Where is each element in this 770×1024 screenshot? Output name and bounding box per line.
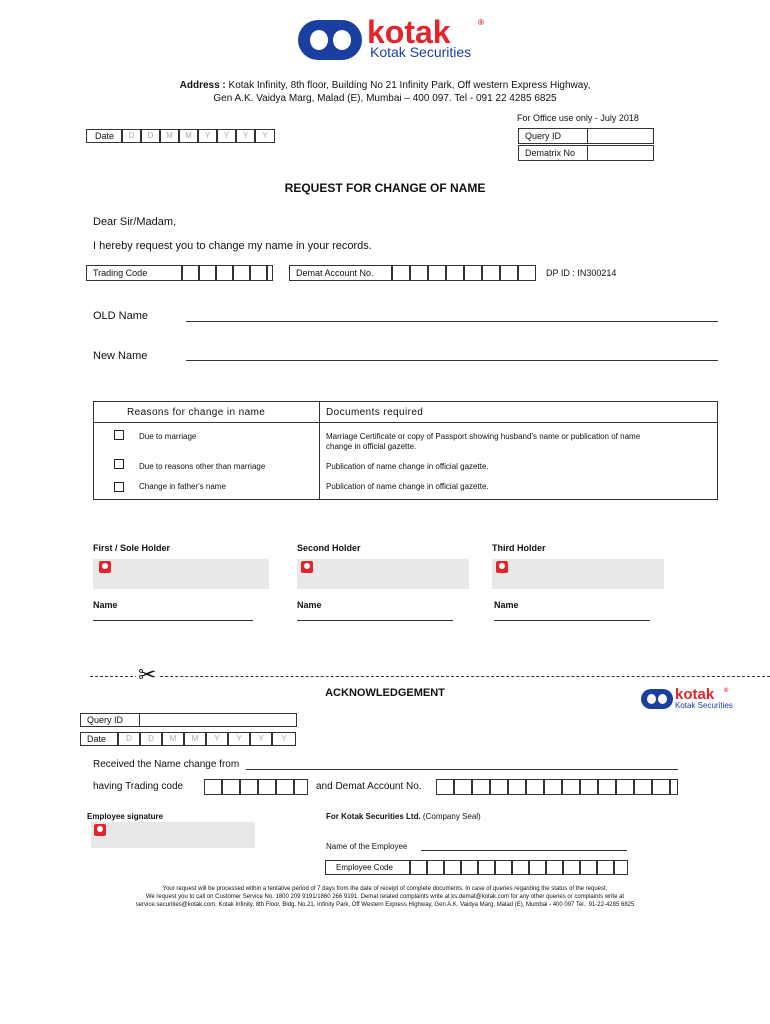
logo-brand: kotak xyxy=(367,14,451,50)
employee-name-label: Name of the Employee xyxy=(326,842,408,851)
demat-cell[interactable] xyxy=(464,265,482,281)
ack-demat-cell[interactable] xyxy=(634,779,652,795)
table-col-divider xyxy=(319,402,320,499)
demat-cell[interactable] xyxy=(482,265,500,281)
trading-code-label-box xyxy=(86,265,182,281)
second-holder-signature[interactable] xyxy=(297,559,469,589)
holder-name-label: Name xyxy=(297,600,322,610)
date-cell[interactable]: D xyxy=(140,732,162,746)
ack-date-label: Date xyxy=(87,734,107,744)
sign-here-icon xyxy=(301,561,313,573)
logo-reg: ® xyxy=(724,688,729,694)
ack-trading-cell[interactable] xyxy=(294,779,308,795)
employee-code-cell[interactable] xyxy=(478,860,495,875)
ack-trading-cell[interactable] xyxy=(222,779,240,795)
holder-name-label: Name xyxy=(494,600,519,610)
demat-cell[interactable] xyxy=(446,265,464,281)
employee-code-cell[interactable] xyxy=(495,860,512,875)
ack-query-id-box[interactable] xyxy=(80,713,297,727)
date-cell[interactable]: Y xyxy=(217,129,236,143)
cut-line xyxy=(90,676,770,677)
documents-header: Documents required xyxy=(326,407,424,418)
table-header-divider xyxy=(94,422,717,423)
reason-checkbox[interactable] xyxy=(114,482,124,492)
reason-text: Due to reasons other than marriage xyxy=(139,462,266,471)
ack-demat-cell[interactable] xyxy=(670,779,678,795)
date-cell[interactable]: M xyxy=(184,732,206,746)
employee-code-label: Employee Code xyxy=(336,863,393,872)
address-line1 xyxy=(0,80,770,91)
demat-cell[interactable] xyxy=(500,265,518,281)
dp-id: DP ID : IN300214 xyxy=(546,268,617,278)
reasons-header: Reasons for change in name xyxy=(127,407,266,418)
ack-demat-cell[interactable] xyxy=(472,779,490,795)
form-title: REQUEST FOR CHANGE OF NAME xyxy=(284,181,486,195)
date-cell[interactable]: M xyxy=(179,129,198,143)
query-id-box[interactable] xyxy=(518,128,654,144)
date-cell[interactable]: D xyxy=(141,129,160,143)
scissors-icon: ✂ xyxy=(138,662,157,687)
footer-note xyxy=(60,885,710,909)
sign-here-icon xyxy=(99,561,111,573)
ack-title: ACKNOWLEDGEMENT xyxy=(325,687,445,699)
employee-code-cell[interactable] xyxy=(546,860,563,875)
ack-demat-cell[interactable] xyxy=(652,779,670,795)
request-text: I hereby request you to change my name in your records. xyxy=(93,240,372,252)
demat-cell[interactable] xyxy=(428,265,446,281)
date-cell[interactable]: Y xyxy=(272,732,296,746)
ack-trading-cell[interactable] xyxy=(276,779,294,795)
trading-code-cell[interactable] xyxy=(267,265,273,281)
employee-code-cell[interactable] xyxy=(580,860,597,875)
date-cell[interactable]: Y xyxy=(198,129,217,143)
company-seal-label: (Company Seal) xyxy=(422,812,481,821)
logo-inner-right xyxy=(658,694,667,704)
new-name-label: New Name xyxy=(93,350,148,362)
holder-title: Second Holder xyxy=(297,543,361,553)
logo-reg: ® xyxy=(478,18,484,27)
date-label: Date xyxy=(95,131,115,141)
for-kotak-line xyxy=(326,812,481,821)
holder-title: First / Sole Holder xyxy=(93,543,171,553)
trading-code-cell[interactable] xyxy=(182,265,199,281)
ack-demat-cell[interactable] xyxy=(454,779,472,795)
first-holder-signature[interactable] xyxy=(93,559,269,589)
old-name-label: OLD Name xyxy=(93,310,149,322)
ack-demat-cell[interactable] xyxy=(436,779,454,795)
employee-code-cell[interactable] xyxy=(444,860,461,875)
trading-code-cell[interactable] xyxy=(233,265,250,281)
demat-label: Demat Account No. xyxy=(296,268,374,278)
ack-demat-cell[interactable] xyxy=(544,779,562,795)
query-id-label: Query ID xyxy=(525,131,562,141)
logo-mark-icon xyxy=(641,689,673,709)
divider xyxy=(139,714,140,726)
received-from-field[interactable] xyxy=(246,759,678,770)
footer-line2: We request you to call on Customer Service No. 1800 209 9191/1860 266 9191. Demat related complaints write at ks.demat@kotak.com for any other queries or complaints write at xyxy=(145,894,625,900)
office-use-note: For Office use only - July 2018 xyxy=(517,113,639,123)
date-cell[interactable]: Y xyxy=(255,129,275,143)
footer-line1: Your request will be processed within a tentative period of 7 days from the date of receipt of complete documents. In case of queries regarding the status of the request, xyxy=(162,886,608,892)
address-line2: Gen A.K. Vaidya Marg, Malad (E), Mumbai – 400 097. Tel - 091 22 4285 6825 xyxy=(213,93,557,104)
sign-here-icon xyxy=(94,824,106,836)
logo-subtitle: Kotak Securities xyxy=(370,44,472,60)
second-holder-name-field[interactable] xyxy=(297,612,453,621)
ack-trading-cell[interactable] xyxy=(258,779,276,795)
reason-checkbox[interactable] xyxy=(114,430,124,440)
ack-demat-cell[interactable] xyxy=(508,779,526,795)
employee-code-cell[interactable] xyxy=(597,860,614,875)
date-label-box xyxy=(86,129,122,143)
document-text: Publication of name change in official gazette. xyxy=(326,462,489,471)
employee-code-cell[interactable] xyxy=(410,860,427,875)
employee-code-cell[interactable] xyxy=(563,860,580,875)
date-cell[interactable]: Y xyxy=(236,129,255,143)
logo-inner-left xyxy=(647,694,656,704)
trading-code-label: Trading Code xyxy=(93,268,148,278)
demat-cell[interactable] xyxy=(518,265,536,281)
date-cell[interactable]: D xyxy=(122,129,141,143)
employee-code-cell[interactable] xyxy=(529,860,546,875)
date-cell[interactable]: M xyxy=(162,732,184,746)
logo-subtitle: Kotak Securities xyxy=(675,701,733,710)
employee-signature[interactable] xyxy=(91,822,255,848)
ack-demat-cell[interactable] xyxy=(490,779,508,795)
ack-trading-cell[interactable] xyxy=(240,779,258,795)
trading-code-cell[interactable] xyxy=(250,265,267,281)
employee-code-cell[interactable] xyxy=(512,860,529,875)
reason-checkbox[interactable] xyxy=(114,459,124,469)
employee-signature-label: Employee signature xyxy=(87,812,164,821)
logo-inner-right xyxy=(333,30,351,50)
employee-name-field[interactable] xyxy=(421,842,627,851)
address-label: Address : xyxy=(179,80,226,91)
date-cell[interactable]: Y xyxy=(206,732,228,746)
address-text1: Kotak Infinity, 8th floor, Building No 21 Infinity Park, Off western Express Highway, xyxy=(228,80,591,91)
date-cell[interactable]: D xyxy=(118,732,140,746)
ack-demat-cell[interactable] xyxy=(562,779,580,795)
dematrix-box[interactable] xyxy=(518,145,654,161)
reason-text: Due to marriage xyxy=(139,432,197,441)
employee-code-cell[interactable] xyxy=(614,860,628,875)
having-trading-label: having Trading code xyxy=(93,781,184,792)
trading-code-cell[interactable] xyxy=(199,265,216,281)
footer-line3: service.securities@kotak.com. Kotak Infinity, 8th Floor, Bldg. No.21, Infinity Park, Off Western Express Highway, Gen A.K. Vaidya Marg, Malad (E), Mumbai - 400 097 Tel.: 91-22-4285 6825 xyxy=(135,902,635,908)
ack-date-label-box xyxy=(80,732,118,746)
document-text: Publication of name change in official gazette. xyxy=(326,482,489,491)
first-holder-name-field[interactable] xyxy=(93,612,253,621)
date-cell[interactable]: Y xyxy=(250,732,272,746)
document-text: Marriage Certificate or copy of Passport showing husband's name or publication of name change in official gazette. xyxy=(326,432,641,451)
ack-demat-cell[interactable] xyxy=(598,779,616,795)
sign-here-icon xyxy=(496,561,508,573)
ack-demat-cell[interactable] xyxy=(526,779,544,795)
ack-trading-cell[interactable] xyxy=(204,779,222,795)
demat-cell[interactable] xyxy=(392,265,410,281)
ack-demat-cell[interactable] xyxy=(580,779,598,795)
divider xyxy=(587,129,588,143)
holder-title: Third Holder xyxy=(492,543,546,553)
for-kotak-label: For Kotak Securities Ltd. xyxy=(326,812,421,821)
new-name-field[interactable] xyxy=(186,350,718,361)
holder-name-label: Name xyxy=(93,600,118,610)
ack-demat-cell[interactable] xyxy=(616,779,634,795)
date-cell[interactable]: Y xyxy=(228,732,250,746)
reason-text: Change in father's name xyxy=(139,482,226,491)
third-holder-name-field[interactable] xyxy=(494,612,650,621)
employee-code-label-box xyxy=(325,860,410,875)
dematrix-label: Dematrix No xyxy=(525,148,576,158)
employee-code-cell[interactable] xyxy=(427,860,444,875)
date-cell[interactable]: M xyxy=(160,129,179,143)
ack-query-id-label: Query ID xyxy=(87,715,124,725)
trading-code-cell[interactable] xyxy=(216,265,233,281)
demat-cell[interactable] xyxy=(410,265,428,281)
logo-brand: kotak xyxy=(675,686,715,703)
salutation: Dear Sir/Madam, xyxy=(93,216,177,228)
third-holder-signature[interactable] xyxy=(492,559,664,589)
and-demat-label: and Demat Account No. xyxy=(316,781,422,792)
divider xyxy=(587,146,588,160)
received-label: Received the Name change from xyxy=(93,759,240,770)
employee-code-cell[interactable] xyxy=(461,860,478,875)
logo-mark-icon xyxy=(298,20,362,60)
logo-inner-left xyxy=(310,30,328,50)
demat-label-box xyxy=(289,265,392,281)
old-name-field[interactable] xyxy=(186,311,718,322)
